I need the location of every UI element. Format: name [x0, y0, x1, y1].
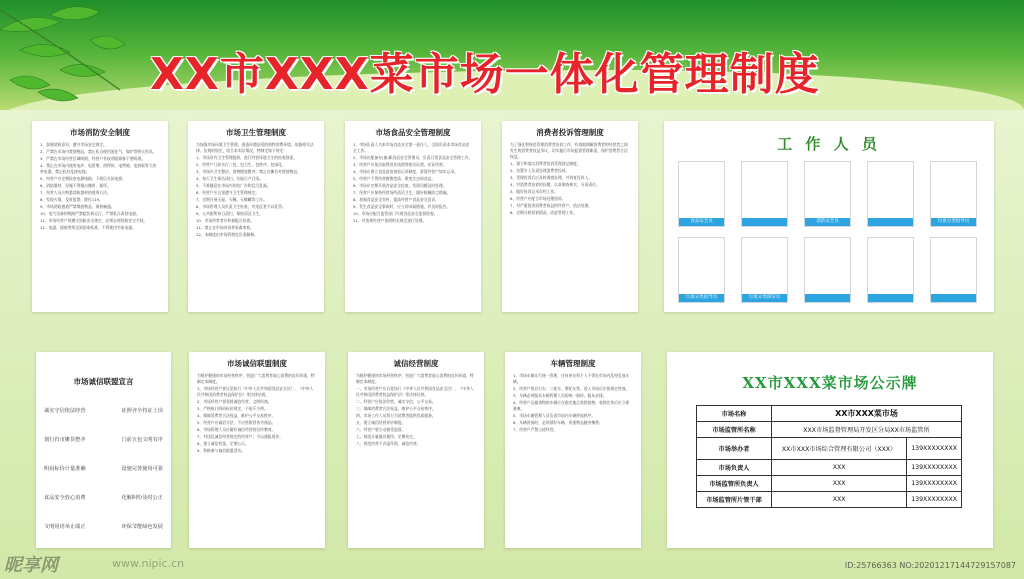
vehicle-panel	[505, 352, 641, 548]
staff-photo	[741, 237, 788, 303]
declaration-item: 门前五包文明有序	[121, 437, 163, 443]
panel-line: 5、做好投诉记录存档工作。	[510, 189, 558, 194]
staff-photo	[867, 237, 914, 303]
declaration-row	[44, 494, 163, 501]
leaves-decoration-icon	[0, 0, 130, 110]
panel-line: 9、公共厕所每日清扫，保持清洁卫生。	[196, 211, 263, 216]
image-id: ID:25766363 NO:20201217144729157087	[844, 561, 1016, 570]
table-cell-label: 市场负责人	[697, 460, 772, 476]
panel-line: 4、对消费者投诉的问题，认真调查核实，分清责任。	[510, 182, 600, 187]
staff-photo	[930, 161, 977, 227]
staff-photo	[867, 161, 914, 227]
watermark-brand: 昵享网	[4, 555, 58, 576]
panel-title: 市场诚信联盟制度	[227, 359, 287, 368]
table-cell-label: 市场监管所名称	[697, 422, 772, 438]
panel-line: 八、规范经营不弄虚作假，诚信经营。	[356, 441, 421, 446]
table-cell-value: XXX	[772, 460, 907, 476]
staff-caption: 垃圾分类保洁员	[742, 294, 787, 302]
panel-line: 11、对违规经营户依照相关规定进行处理。	[353, 218, 427, 223]
staff-caption	[931, 294, 976, 302]
panel-line: 2、设置专人负责处理消费者投诉。	[510, 168, 570, 173]
declaration-rows	[44, 407, 163, 530]
panel-line: 一、市场经营户应自觉执行《中华人民共和国食品安全法》、《中华人民共和国消费者权益保护法》等法律法规。	[356, 386, 474, 397]
staff-caption: 垃圾分类指导员	[931, 218, 976, 226]
panel-line: 6、经营户应自觉遵守卫生管理规定。	[196, 190, 260, 195]
panel-line: 5、市场车辆管理人员负责市场内车辆停放秩序。	[513, 413, 596, 418]
panel-line: 3、车辆必须服从车辆管理人员的统一指挥，服从安排。	[513, 393, 607, 398]
hygiene-panel	[188, 121, 324, 312]
panel-line: 4、保障消费者合法权益，维护公平交易秩序。	[197, 413, 276, 418]
panel-line: 1、市场负责人为本市场食品安全第一责任人，全面负责本市场食品安全工作。	[353, 142, 470, 153]
staff-board	[664, 121, 994, 312]
table-cell-phone: 139XXXXXXXX	[907, 492, 962, 508]
panel-line: 2、经营户门前实行三包，包卫生、包秩序、包绿化。	[196, 162, 286, 167]
table-cell-value: XXX	[772, 492, 907, 508]
table-cell-value: XX市XXX菜市场	[772, 406, 962, 422]
panel-line: 6、市场管理人员应做好诚信经营的宣传教育。	[197, 427, 276, 432]
panel-line: 10、电气设备和线路严禁超负荷运行，严禁私自改装电器。	[40, 211, 140, 216]
declaration-item: 划行归市摊货整齐	[44, 437, 86, 443]
declaration-row	[44, 465, 163, 472]
panel-line: 1、加强消防意识，遵守市场安全规定。	[40, 142, 107, 147]
staff-photo	[804, 161, 851, 227]
panel-title: 诚信经营制度	[393, 359, 439, 368]
panel-line: 5、经营户应诚信守法，不出售假冒伪劣商品。	[197, 420, 276, 425]
staff-photo	[930, 237, 977, 303]
panel-line: 9、积极参与诚信联盟活动。	[197, 448, 245, 453]
panel-line: 4、每天卫生保洁清扫，垃圾日产日清。	[196, 176, 263, 181]
panel-line: 3、经营户应依法取得营业执照等相关证照，亮证经营。	[353, 162, 447, 167]
panel-line: 5、经营户应定期检查电源线路，下班后关闭电源。	[40, 176, 126, 181]
table-cell-phone: 139XXXXXXXX	[907, 460, 962, 476]
staff-caption: 食品安全员	[679, 218, 724, 226]
panel-line: 2、市场经营户要坚持诚信经营，文明经商。	[197, 399, 272, 404]
staff-caption	[805, 294, 850, 302]
panel-title: 车辆管理制度	[550, 359, 596, 368]
staff-photo	[678, 237, 725, 303]
declaration-item: 环保节能绿色发展	[121, 524, 163, 530]
panel-body	[353, 142, 473, 224]
panel-line: 3、严禁在市场经营区域吸烟，经营户有权劝阻顾客不要吸烟。	[40, 156, 145, 161]
panel-line: 7、经营人员应熟悉消防器材的使用方法。	[40, 190, 111, 195]
table-cell-value: XX市XXX市场综合管理有限公司（XXX）	[772, 438, 907, 460]
integrity-alliance-panel	[189, 352, 325, 548]
integrity-declaration-panel	[36, 352, 171, 548]
panel-line: 9、市场消防通道严禁堆放物品，保持畅通。	[40, 204, 115, 209]
declaration-item: 诚实守信依法经营	[44, 408, 86, 414]
panel-body	[197, 373, 317, 454]
panel-line: 9、发生食品安全事故时，应立即采取措施，并及时报告。	[353, 204, 451, 209]
declaration-row	[44, 523, 163, 530]
panel-line: 三、保障消费者合法权益，维护公平交易秩序。	[356, 406, 436, 411]
table-cell-value: XXX市场监督管理局开发区分局XX市场监管所	[772, 422, 962, 438]
panel-title: 市场卫生管理制度	[226, 128, 286, 137]
panel-line: 7、对违反诚信经营规定的经营户，予以通报批评。	[197, 434, 283, 439]
panel-line: 10、市场应配合监管部门开展食品安全监督检查。	[353, 211, 438, 216]
table-cell-value: XXX	[772, 476, 907, 492]
panel-line: 为了强化和规范管理消费者投诉工作，有效地调解消费者和经营者之间发生的消费者权益争议，切实履行市场监督管理职责，保护消费者合法权益。	[510, 142, 628, 159]
panel-line: 1、市场经营户要自觉执行《中华人民共和国食品安全法》、《中华人民共和国消费者权益保护法》等法律法规。	[197, 386, 314, 397]
declaration-item: 设施完善使用可靠	[121, 466, 163, 472]
panel-title: 市场食品安全管理制度	[375, 128, 451, 137]
notice-table	[696, 405, 962, 508]
declaration-item: 明码标价计量准确	[44, 466, 86, 472]
declaration-item: 证照齐全持证上岗	[121, 408, 163, 414]
panel-line: 12、本制度由市场管理处负责解释。	[196, 232, 258, 237]
panel-line: 为维护健康的市场经营秩序，营造广大消费者放心消费的良好环境，特制定本制度。	[356, 373, 474, 384]
page-title: XX市XXX菜市场一体化管理制度	[150, 49, 820, 100]
panel-line: 6、市场应定期开展食品安全检查，发现问题及时处理。	[353, 183, 447, 188]
panel-title: 消费者投诉管理制度	[536, 128, 604, 137]
staff-caption	[868, 218, 913, 226]
panel-line: 1、市场设有卫生管理组织，进行经营环境卫生的检查督促。	[196, 155, 298, 160]
panel-line: 四、市场工作人员努力为消费者提供优质服务。	[356, 413, 436, 418]
declaration-row	[44, 436, 163, 443]
panel-line: 2、严禁在市场内焚烧物品，禁止私自使用液化气、煤炉等明火用具。	[40, 149, 157, 154]
table-row	[697, 438, 962, 460]
panel-line: 为加强市场环境卫生管理，创造环境舒适的购物消费环境，依据相关法律、法规的规定，结合本实际情况，特制定如下规定：	[196, 142, 314, 153]
panel-line: 5、不准随意在市场内张贴广告和乱写乱画。	[196, 183, 271, 188]
panel-line: 6、经营户应配合市场处理投诉。	[510, 196, 566, 201]
panel-title: 市场诚信联盟宣言	[73, 377, 134, 386]
honest-operation-panel	[348, 352, 484, 548]
panel-line: 8、市场管理人员负责卫生检查，对违反者予以处罚。	[196, 204, 286, 209]
panel-body	[40, 142, 160, 231]
panel-body	[356, 373, 476, 447]
panel-line: 8、定期分析投诉情况，改进管理工作。	[510, 210, 577, 215]
panel-line: 4、禁止在市场内使用电炉、电饭煲、热得快、电烤箱、电热板等大功率电器，禁止私拉乱接电线。	[40, 163, 157, 174]
panel-line: 3、受理投诉后应及时调查处理，并答复投诉人。	[510, 175, 593, 180]
panel-line: 7、经营户应保持经营场所清洁卫生，做好防蝇防尘措施。	[353, 190, 451, 195]
declaration-row	[44, 407, 163, 414]
panel-body	[196, 142, 316, 238]
staff-caption: 垃圾分类指导员	[679, 294, 724, 302]
panel-line: 五、建立诚信经营评价制度。	[356, 420, 406, 425]
table-cell-label: 市场监管所负责人	[697, 476, 772, 492]
panel-line: 7、经营户严禁占道经营。	[513, 427, 558, 432]
panel-line: 3、严格执行明码标价规定，不短斤少两。	[197, 406, 268, 411]
panel-line: 2、市场应配备专(兼)职食品安全管理员，负责日常食品安全管理工作。	[353, 155, 473, 160]
staff-caption	[742, 218, 787, 226]
staff-photo	[741, 161, 788, 227]
panel-line: 8、加强食品安全宣传，提高经营户食品安全意识。	[353, 197, 439, 202]
panel-line: 8、建立诚信档案，定期公示。	[197, 441, 249, 446]
panel-title: 市场消防安全制度	[70, 128, 130, 137]
watermark-url: www.nipic.cn	[112, 557, 185, 570]
food-safety-panel	[345, 121, 481, 312]
panel-line: 8、发现火情，及时报警，拨打119。	[40, 197, 103, 202]
staff-title: 工 作 人 员	[777, 135, 881, 153]
table-cell-label: 市场名称	[697, 406, 772, 422]
panel-body	[513, 373, 633, 433]
panel-line: 7、定期开展灭鼠、灭蝇、灭蟑螂等工作。	[196, 197, 267, 202]
panel-line: 3、市场内卫生整洁，货物摆放整齐，禁止在摊位外摆放物品。	[196, 169, 301, 174]
complaint-panel	[502, 121, 638, 312]
panel-line: 为维护健康的市场经营秩序，营造广大消费者放心消费的良好环境，特制定本制度。	[197, 373, 315, 384]
staff-photo	[678, 161, 725, 227]
panel-line: 2、经营户的自行车、三轮车、摩托车等，进入市场后应按规定停放。	[513, 386, 630, 391]
panel-line: 1、市场车辆实行统一管理，任何单位和个人不得在市场内乱停乱放车辆。	[513, 373, 630, 384]
notice-board	[667, 352, 993, 548]
table-row	[697, 422, 962, 438]
panel-line: 6、车辆停放时，必须锁好车辆，贵重物品随身携带。	[513, 420, 603, 425]
fire-safety-panel	[32, 121, 168, 312]
panel-line: 11、禁止在市场内饲养家禽家畜。	[196, 225, 254, 230]
panel-body	[510, 142, 630, 216]
panel-line: 4、经营户运输货物的车辆应在指定地点装卸货物，装卸完毕后应立即驶离。	[513, 400, 630, 411]
panel-line: 5、经营户不得经营腐败变质、霉变生虫的食品。	[353, 176, 436, 181]
staff-photo	[804, 237, 851, 303]
table-row	[697, 406, 962, 422]
table-row	[697, 492, 962, 508]
notice-title: XX市XXX菜市场公示牌	[742, 374, 918, 392]
table-cell-phone: 139XXXXXXXX	[907, 476, 962, 492]
panel-line: 七、规范计量器具使用，定期检定。	[356, 434, 417, 439]
panel-line: 12、电器、插座等须达到国家标准，不得使用劣质电器。	[40, 225, 136, 230]
declaration-item: 食品安全放心消费	[44, 495, 86, 501]
table-cell-phone: 139XXXXXXXX	[907, 438, 962, 460]
table-row	[697, 460, 962, 476]
panel-line: 10、市场经营者应积极配合检查。	[196, 218, 254, 223]
table-cell-label: 市场举办者	[697, 438, 772, 460]
panel-line: 六、经营户要主动接受监督。	[356, 427, 406, 432]
panel-line: 6、消防器材，设施不得擅自挪用，损坏。	[40, 183, 111, 188]
staff-caption	[868, 294, 913, 302]
table-row	[697, 476, 962, 492]
panel-line: 1、建立和落实消费者投诉受理登记制度。	[510, 161, 581, 166]
panel-line: 11、市场经营户须遵守消防安全规定，必须办理消防安全手续。	[40, 218, 148, 223]
panel-line: 7、对严重侵害消费者权益的经营户，依法处理。	[510, 203, 593, 208]
declaration-item: 文明用语举止端正	[44, 524, 86, 530]
panel-line: 二、经营户应依法经营，诚实守信，公平交易。	[356, 399, 436, 404]
panel-line: 4、市场应建立食品进货查验记录制度，督促经营户如实记录。	[353, 169, 458, 174]
staff-caption: 消防安全员	[805, 218, 850, 226]
declaration-item: 化解纠纷及时公正	[121, 495, 163, 501]
table-cell-label: 市场监管所片管干部	[697, 492, 772, 508]
